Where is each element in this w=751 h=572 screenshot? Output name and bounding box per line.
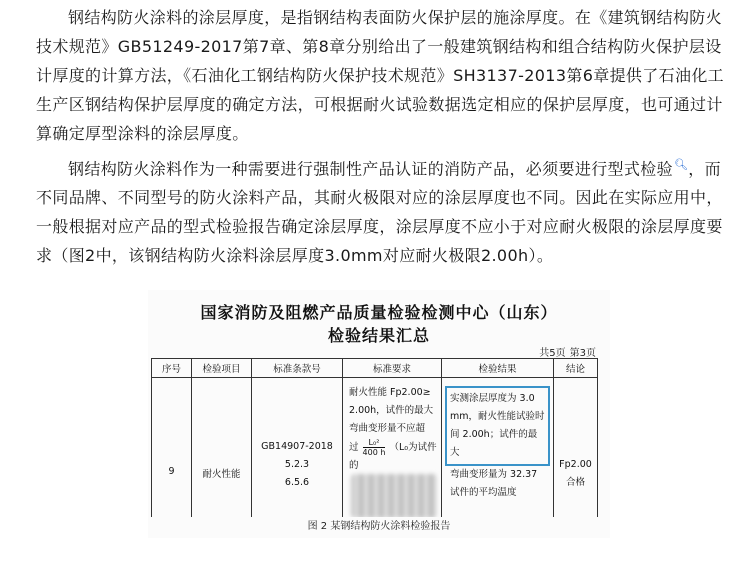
clause-number-2: 6.5.6 [284, 477, 310, 488]
requirement-line-1: 耐火性能 Fp2.00≥ [349, 387, 431, 398]
paragraph-coating-thickness: 钢结构防火涂料的涂层厚度，是指钢结构表面防火保护层的施涂厚度。在《建筑钢结构防火技术规范》GB51249-2017第7章、第8章分别给出了一般建筑钢结构和组合结构防火保护层设计厚度的计算方法，《石油化工钢结构防火保护技术规范》SH3137-2013第6章提供了石油化工生产区钢结构保护层厚度的确定方法，可根据耐火试验数据选定相应的保护层厚度，也可通过计算确定厚型涂料的涂层厚度。 [36, 8, 725, 143]
clause-standard: GB14907-2018 [261, 441, 333, 452]
requirement-line-4 [349, 438, 437, 475]
paragraph2-text-start: 钢结构防火涂料作为一种需要进行强制性产品认证的消防产品，必须要进行型式检验 [68, 159, 673, 179]
inspection-report-figure [148, 290, 610, 538]
search-magnifier-icon[interactable]: 🔍︎ [673, 158, 689, 171]
cell-result [442, 378, 554, 519]
cell-no [152, 378, 192, 519]
fraction-denominator: 400 h [362, 448, 386, 457]
cell-conclusion [554, 378, 598, 519]
report-page-info [535, 344, 596, 359]
page-current: 第3页 [569, 348, 596, 359]
requirement-line-3: 弯曲变形量不应超 [349, 423, 426, 434]
figure-caption: 图 2 某钢结构防火涂料检验报告 [148, 517, 610, 532]
article-body [36, 3, 726, 270]
requirement-line-2: 2.00h，试件的最大 [349, 405, 434, 416]
header-conclusion: 结论 [554, 359, 598, 378]
paragraph-type-inspection [36, 150, 726, 270]
conclusion-grade: Fp2.00 [559, 459, 592, 470]
row-item-name: 耐火性能 [202, 469, 241, 480]
deflection-fraction [363, 438, 386, 457]
row-number: 9 [168, 466, 175, 477]
header-item: 检验项目 [192, 359, 252, 378]
requirement-prefix: 过 [349, 442, 359, 453]
result-line-4: 弯曲变形量为 32.37 [450, 469, 538, 480]
conclusion-verdict: 合格 [565, 477, 585, 488]
result-line-1: 实测涂层厚度为 3.0 [450, 393, 535, 404]
clause-number-1: 5.2.3 [284, 459, 310, 470]
result-line-5: 试件的平均温度 [450, 487, 517, 498]
result-line-2: mm，耐火性能试验时 [450, 411, 545, 422]
inspection-results-table [151, 358, 598, 519]
requirement-suffix: （L₀为试件的 [349, 442, 437, 471]
cell-requirement [343, 378, 442, 519]
table-row [152, 378, 598, 519]
header-no: 序号 [152, 359, 192, 378]
header-clause: 标准条款号 [252, 359, 343, 378]
table-header-row [152, 359, 598, 378]
cell-clause [252, 378, 343, 519]
page-total: 共5页 [539, 348, 566, 359]
highlighted-result-box [445, 386, 550, 466]
cell-item [192, 378, 252, 519]
result-line-3: 间 2.00h；试件的最大 [450, 429, 538, 458]
paragraph2-text-end: ，而不同品牌、不同型号的防火涂料产品，其耐火极限对应的涂层厚度也不同。因此在实际应用中，一般根据对应产品的型式检验报告确定涂层厚度，涂层厚度不应小于对应耐火极限的涂层厚度要求（图2中，该钢结构防火涂料涂层厚度3.0mm对应耐火极限2.00h）。 [36, 159, 723, 266]
report-subtitle: 检验结果汇总 [327, 326, 430, 345]
header-requirement: 标准要求 [343, 359, 442, 378]
fraction-numerator: L₀² [363, 438, 386, 448]
blurred-area [351, 474, 437, 518]
report-title: 国家消防及阻燃产品质量检验检测中心（山东） [200, 303, 558, 322]
header-result: 检验结果 [442, 359, 554, 378]
